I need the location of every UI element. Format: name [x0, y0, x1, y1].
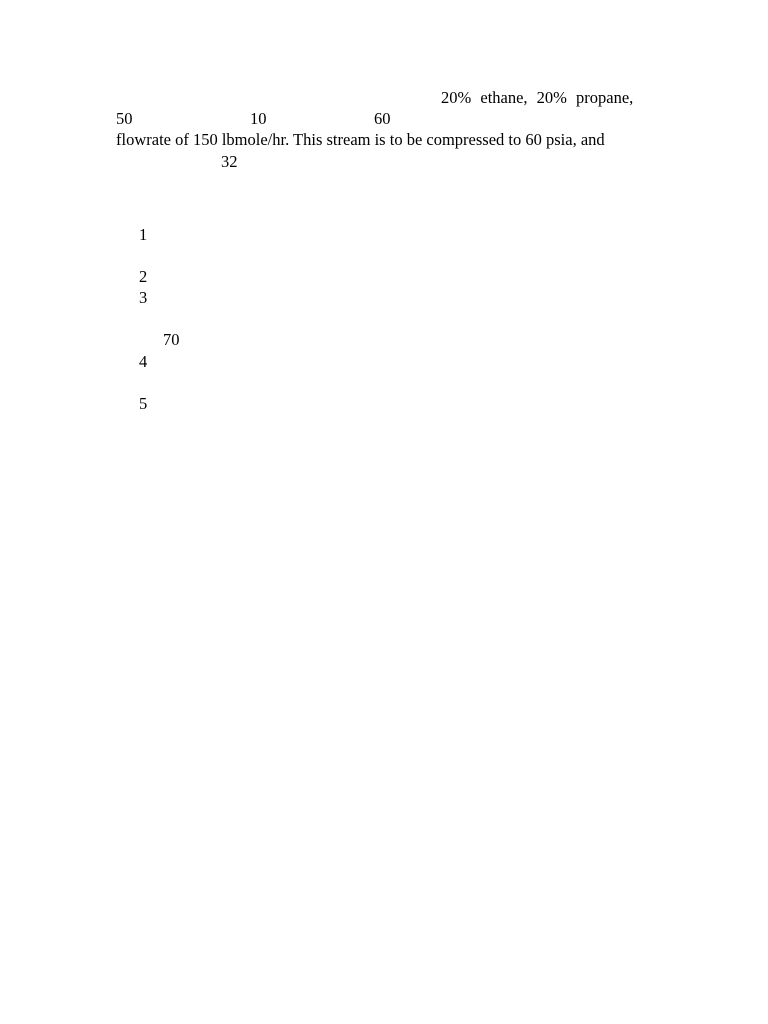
list-number-3: 3 — [139, 288, 148, 307]
value-50: 50 — [116, 109, 133, 128]
list-number-1: 1 — [139, 225, 148, 244]
value-32: 32 — [221, 152, 238, 171]
list-number-2: 2 — [139, 267, 148, 286]
flowrate-sentence: flowrate of 150 lbmole/hr. This stream is to be compressed to 60 psia, and — [116, 130, 605, 149]
value-70: 70 — [163, 330, 180, 349]
value-60: 60 — [374, 109, 391, 128]
list-number-4: 4 — [139, 352, 148, 371]
list-number-5: 5 — [139, 394, 148, 413]
value-10: 10 — [250, 109, 267, 128]
composition-text: 20% ethane, 20% propane, — [441, 88, 634, 107]
